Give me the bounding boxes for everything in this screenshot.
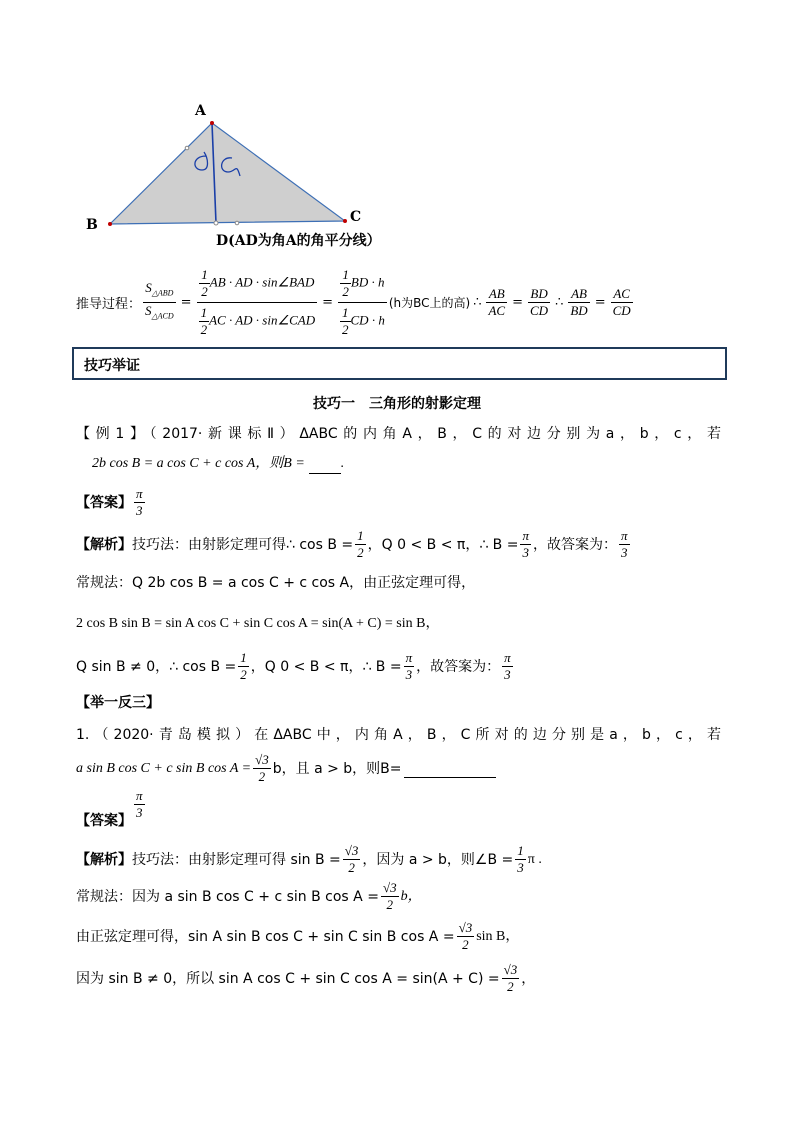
practice-analysis-line1: 【解析】 技巧法：由射影定理可得 sin B = $\frac{√3}{2}$ ，因为 a > b，则∠B = $\frac{1}{3}$ π . bbox=[76, 843, 542, 875]
section-box bbox=[72, 347, 727, 380]
example1-analysis-line1: 【解析】 技巧法：由射影定理可得∴ cos B = $\frac{1}{2}$ ，Q 0 < B < π，∴ B = $\frac{\pi}{3}$ ，故答案为： $\frac{\pi}{3}$ bbox=[76, 528, 628, 560]
point-side-bc bbox=[235, 221, 239, 225]
practice-heading: 【举一反三】 bbox=[76, 695, 160, 711]
height-formula-fraction: $\frac{1}{2}$ BD · h $\frac{1}{2}$ CD · h bbox=[338, 267, 387, 338]
example1-conv-line1: 常规法：Q 2b cos B = a cos C + c cos A，由正弦定理可得， bbox=[76, 575, 476, 591]
example1-answer: 【答案】 $\frac{\pi}{3}$ bbox=[76, 486, 143, 518]
ratio-ac-cd: $\frac{AC}{CD}$ bbox=[612, 285, 631, 318]
practice-answer: 【答案】 $\frac{\pi}{3}$ bbox=[76, 788, 143, 829]
derivation-lead: 推导过程： bbox=[76, 296, 142, 312]
label-c: C bbox=[350, 209, 362, 225]
section-box-title: 技巧举证 bbox=[84, 358, 140, 374]
practice-q1-line2: a sin B cos C + c sin B cos A = $\frac{√3}{2}$ b，且 a > b，则B= bbox=[76, 752, 496, 785]
example1-conv-line2: 2 cos B sin B = sin A cos C + sin C cos A = sin(A + C) = sin B， bbox=[76, 616, 440, 631]
ratio-bd-cd: $\frac{BD}{CD}$ bbox=[530, 285, 549, 318]
point-a bbox=[210, 121, 214, 125]
subtitle: 技巧一 三角形的射影定理 bbox=[313, 396, 481, 412]
ratio-ab-ac: $\frac{AB}{AC}$ bbox=[488, 285, 506, 318]
ratio-ab-bd: $\frac{AB}{BD}$ bbox=[570, 285, 588, 318]
triangle-figure bbox=[80, 100, 380, 240]
example1-line2: 2b cos B = a cos C + c cos A，则B = . bbox=[92, 454, 344, 474]
triangle-abc bbox=[110, 123, 345, 224]
example1-conv-line3: Q sin B ≠ 0，∴ cos B = $\frac{1}{2}$ ，Q 0 < B < π，∴ B = $\frac{\pi}{3}$ ，故答案为： $\frac{\pi}{3}$ bbox=[76, 650, 511, 682]
point-b bbox=[108, 222, 112, 226]
figure-caption: D(AD为角A的角平分线） bbox=[216, 233, 381, 249]
practice-conv-line1: 常规法：因为 a sin B cos C + c sin B cos A = $\frac{√3}{2}$ b， bbox=[76, 880, 422, 912]
example1-line1: 【例1】（2017·新课标Ⅱ）ΔABC的内角A，B，C的对边分别为a，b，c，若 bbox=[76, 426, 721, 442]
label-b: B bbox=[86, 217, 98, 233]
area-ratio: $\frac{S_{\triangle ABD}}{S_{\triangle ACD}}$ bbox=[145, 279, 174, 321]
point-side-ab bbox=[185, 146, 189, 150]
label-a: A bbox=[195, 103, 206, 119]
area-formula-fraction: $\frac{1}{2}$ AB · AD · sin∠BAD $\frac{1}{2}$ AC · AD · sin∠CAD bbox=[197, 267, 318, 338]
practice-conv-line2: 由正弦定理可得，sin A sin B cos C + sin C sin B cos A = $\frac{√3}{2}$ sin B， bbox=[76, 920, 520, 952]
derivation-line: 推导过程： $\frac{S_{\triangle ABD}}{S_{\triangle ACD}}$ = $\frac{1}{2}$ AB · AD · sin∠BAD $\frac{1}{2}$ AC · AD · sin∠CAD = $\frac{1}{2}$ BD · h $\frac{1}{2}$ CD · h (h为BC上的高) ∴ $\frac{AB}{AC}$ = $\frac{BD}{CD}$ ∴ $\frac{AB}{BD}$ = $\frac{AC}{CD}$ bbox=[76, 266, 631, 337]
practice-conv-line3: 因为 sin B ≠ 0，所以 sin A cos C + sin C cos A = sin(A + C) = $\frac{√3}{2}$ ， bbox=[76, 962, 536, 994]
point-c bbox=[343, 219, 347, 223]
practice-q1-line1: 1.（2020·青岛模拟）在ΔABC中，内角A，B，C所对的边分别是a，b，c，若 bbox=[76, 727, 721, 743]
point-d bbox=[214, 221, 218, 225]
height-note: (h为BC上的高) bbox=[388, 295, 471, 310]
